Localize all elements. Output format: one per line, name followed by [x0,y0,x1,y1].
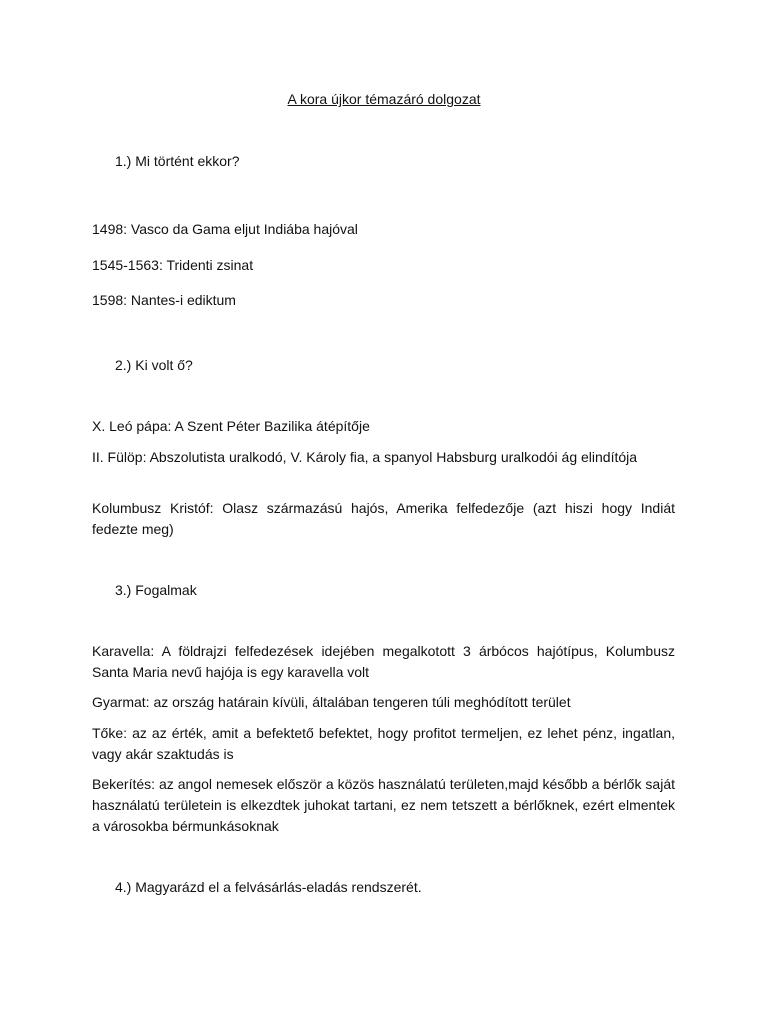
section-3-item-1: Karavella: A földrajzi felfedezések idejében megalkotott 3 árbócos hajótípus, Kolumbusz Santa Maria nevű hajója is egy karavella volt [92,643,675,680]
section-1-item-3: 1598: Nantes-i ediktum [92,292,236,308]
section-3-item-3: Tőke: az az érték, amit a befektető befektet, hogy profitot termeljen, ez lehet pénz, ingatlan, vagy akár szaktudás is [92,725,675,762]
section-2-item-3: Kolumbusz Kristóf: Olasz származású hajós, Amerika felfedezője (azt hiszi hogy Indiát fedezte meg) [92,500,675,537]
section-3-heading: 3.) Fogalmak [115,582,197,598]
section-1-heading: 1.) Mi történt ekkor? [115,153,240,169]
section-2-item-1: X. Leó pápa: A Szent Péter Bazilika átépítője [92,418,370,434]
section-1-item-1: 1498: Vasco da Gama eljut Indiába hajóval [92,221,358,237]
document-title: A kora újkor témazáró dolgozat [287,91,481,107]
section-4-heading: 4.) Magyarázd el a felvásárlás-eladás rendszerét. [115,879,422,895]
section-1-item-2: 1545-1563: Tridenti zsinat [92,257,254,273]
section-3-item-4: Bekerítés: az angol nemesek először a közös használatú területen,majd később a bérlők saját használatú területein is elkezdtek juhokat tartani, ez nem tetszett a bérlőknek, ezért elmentek a városokba bérmunkásoknak [92,776,675,834]
section-2-item-2: II. Fülöp: Abszolutista uralkodó, V. Károly fia, a spanyol Habsburg uralkodói ág elindítója [92,449,638,465]
section-3-item-2: Gyarmat: az ország határain kívüli, általában tengeren túli meghódított terület [92,694,571,710]
section-2-heading: 2.) Ki volt ő? [115,357,193,373]
